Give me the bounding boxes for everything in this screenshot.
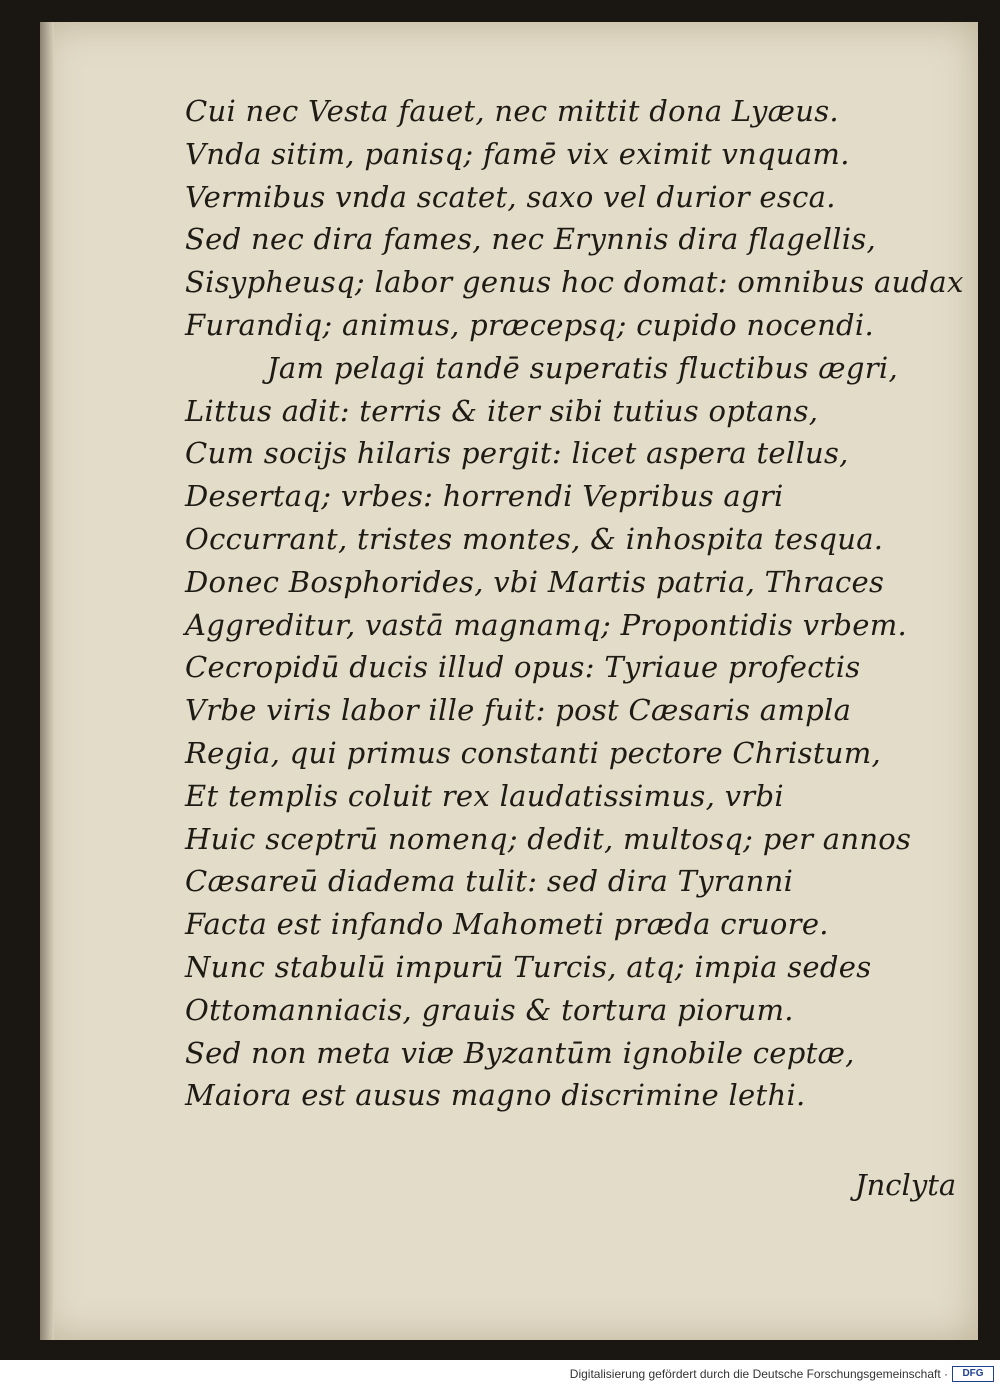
- poem-text-block: [185, 90, 964, 1117]
- poem-line: Regia, qui primus constanti pectore Christum,: [185, 735, 882, 770]
- poem-line: Sisypheusq; labor genus hoc domat: omnibus audax: [185, 265, 964, 300]
- poem-line: Nunc stabulū impurū Turcis, atq; impia sedes: [185, 949, 872, 984]
- poem-line: Et templis coluit rex laudatissimus, vrbi: [185, 778, 784, 813]
- poem-line: Vnda sitim, panisq; famē vix eximit vnquam.: [185, 136, 850, 171]
- poem-line: Occurrant, tristes montes, & inhospita tesqua.: [185, 521, 884, 556]
- poem-line: Cum socijs hilaris pergit: licet aspera tellus,: [185, 436, 849, 471]
- poem-line: Donec Bosphorides, vbi Martis patria, Thraces: [185, 564, 885, 599]
- poem-line: Huic sceptrū nomenq; dedit, multosq; per annos: [185, 821, 912, 856]
- poem-line: Aggreditur, vastā magnamq; Propontidis vrbem.: [185, 607, 908, 642]
- poem-line: Desertaq; vrbes: horrendi Vepribus agri: [185, 479, 784, 514]
- digitization-footer: [0, 1360, 1000, 1387]
- poem-line: Vrbe viris labor ille fuit: post Cæsaris ampla: [185, 693, 852, 728]
- poem-line: Vermibus vnda scatet, saxo vel durior esca.: [185, 179, 836, 214]
- funding-credit: Digitalisierung gefördert durch die Deutsche Forschungsgemeinschaft ·: [569, 1367, 948, 1381]
- poem-line: Maiora est ausus magno discrimine lethi.: [185, 1078, 806, 1113]
- poem-line: Facta est infando Mahometi præda cruore.: [185, 907, 829, 942]
- page-gutter-shadow: [40, 22, 54, 1340]
- poem-line: Littus adit: terris & iter sibi tutius optans,: [185, 393, 819, 428]
- poem-line: Cui nec Vesta fauet, nec mittit dona Lyæus.: [185, 94, 839, 128]
- catchword: Jnclyta: [855, 1168, 957, 1202]
- poem-line: Jam pelagi tandē superatis fluctibus ægri,: [267, 350, 898, 385]
- poem-line: Cecropidū ducis illud opus: Tyriaue profectis: [185, 650, 861, 685]
- poem-line: Furandiq; animus, præcepsq; cupido nocendi.: [185, 307, 875, 342]
- poem-line: Sed non meta viæ Byzantūm ignobile ceptæ,: [185, 1035, 855, 1070]
- dfg-logo: DFG: [952, 1366, 994, 1382]
- poem-line: Cæsareū diadema tulit: sed dira Tyranni: [185, 864, 794, 899]
- poem-line: Ottomanniacis, grauis & tortura piorum.: [185, 992, 794, 1027]
- poem-line: Sed nec dira fames, nec Erynnis dira flagellis,: [185, 222, 877, 257]
